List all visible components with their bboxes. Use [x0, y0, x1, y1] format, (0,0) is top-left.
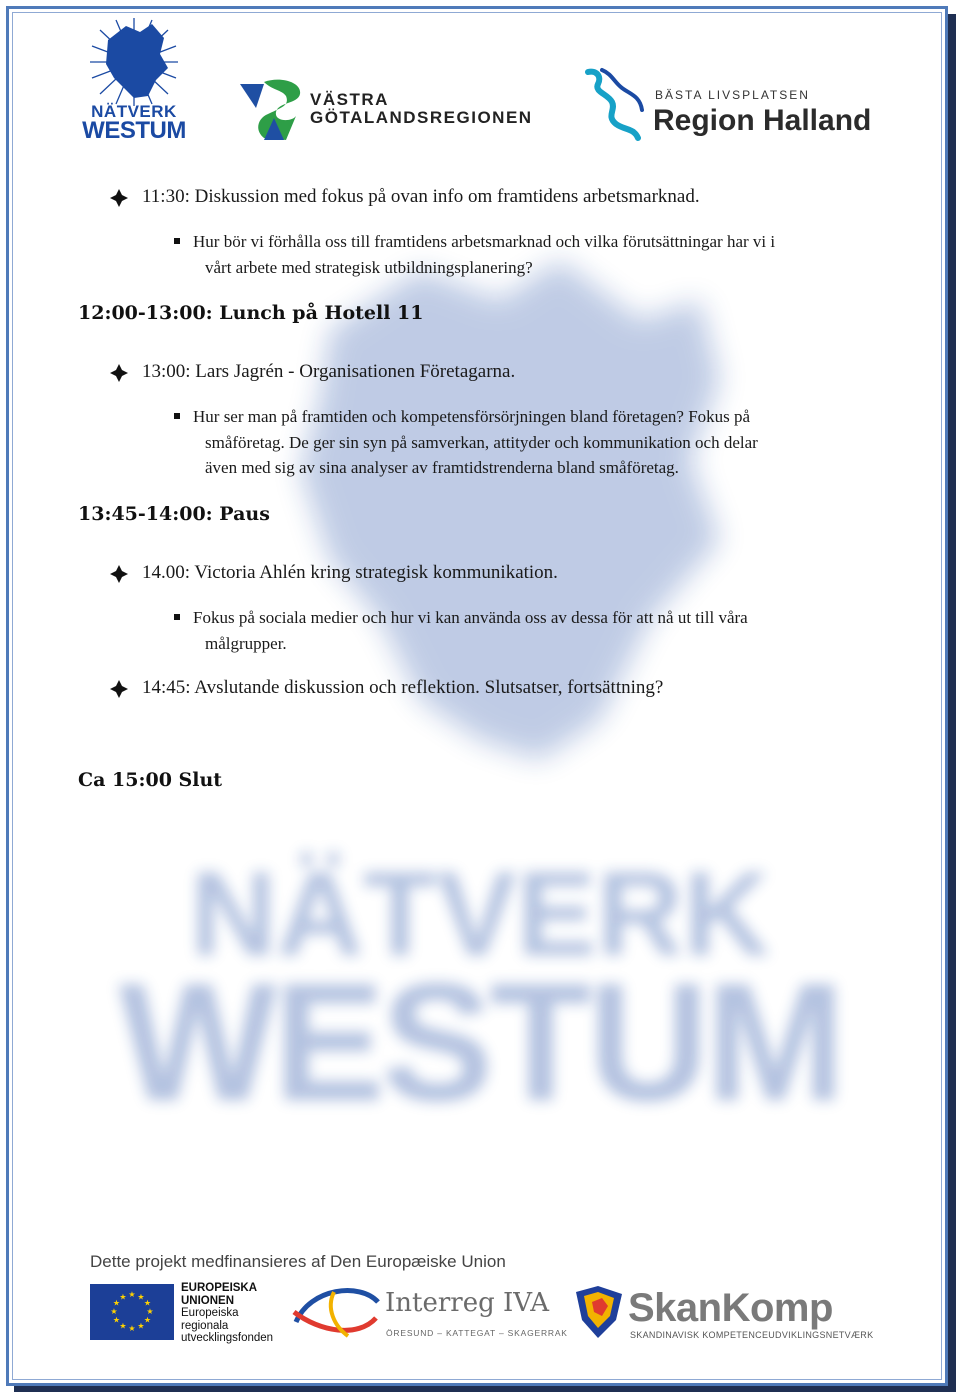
- westum-logo-line2: WESTUM: [82, 117, 186, 144]
- svg-text:★: ★: [110, 1307, 118, 1316]
- agenda-item-text: 14:45: Avslutande diskussion och reflektion. Slutsatser, fortsättning?: [142, 677, 664, 698]
- interreg-name: Interreg IVA: [385, 1288, 550, 1318]
- agenda-heading: 12:00-13:00: Lunch på Hotell 11: [78, 302, 424, 324]
- agenda-item-text: 13:00: Lars Jagrén - Organisationen Företagarna.: [142, 361, 516, 382]
- skankomp-subtitle: SKANDINAVISK KOMPETENCEUDVIKLINGSNETVÆRK: [630, 1330, 874, 1340]
- logo-region-halland: [582, 66, 882, 146]
- skankomp-name: SkanKomp: [628, 1286, 833, 1330]
- interreg-regions: ÖRESUND – KATTEGAT – SKAGERRAK: [386, 1328, 568, 1338]
- svg-text:★: ★: [112, 1298, 121, 1308]
- svg-text:★: ★: [146, 1307, 154, 1316]
- diamond-bullet-icon: [110, 565, 128, 583]
- diamond-bullet-icon: [110, 364, 128, 382]
- svg-text:★: ★: [119, 1321, 127, 1331]
- halland-tagline: BÄSTA LIVSPLATSEN: [655, 88, 810, 102]
- agenda-heading: 13:45-14:00: Paus: [78, 503, 270, 525]
- agenda-subitem-line: vårt arbete med strategisk utbildningsplanering?: [205, 257, 533, 277]
- vgr-logo-line2: GÖTALANDSREGIONEN: [310, 108, 533, 127]
- skankomp-emblem-icon: [572, 1282, 626, 1340]
- eu-text-line: EUROPEISKA: [181, 1282, 258, 1294]
- square-bullet-icon: [174, 238, 180, 244]
- svg-text:★: ★: [119, 1292, 127, 1302]
- logo-skankomp: [572, 1282, 882, 1344]
- diamond-bullet-icon: [110, 680, 128, 698]
- eu-text-line: regionala: [181, 1319, 229, 1332]
- agenda-subitem: [172, 605, 862, 656]
- agenda-item-text: 14.00: Victoria Ahlén kring strategisk kommunikation.: [142, 562, 558, 583]
- watermark-line2: WESTUM: [118, 948, 842, 1136]
- svg-text:★: ★: [128, 1324, 136, 1333]
- agenda-subitem-line: småföretag. De ger sin syn på samverkan, attityder och kommunikation och delar: [205, 432, 758, 452]
- halland-name: Region Halland: [653, 104, 872, 137]
- eu-text-line: UNIONEN: [181, 1294, 235, 1307]
- logo-vastra-gotalandsregionen: [240, 78, 540, 144]
- vgr-logo-line1: VÄSTRA: [310, 90, 389, 109]
- eu-text-line: Europeiska: [181, 1307, 239, 1319]
- svg-text:★: ★: [137, 1292, 145, 1302]
- agenda-subitem-line: målgrupper.: [205, 633, 287, 653]
- agenda-subitem-line: Hur bör vi förhålla oss till framtidens arbetsmarknad och vilka förutsättningar har vi i: [193, 232, 776, 251]
- footer-caption: Dette projekt medfinansieres af Den Europæiske Union: [90, 1252, 506, 1271]
- diamond-bullet-icon: [110, 189, 128, 207]
- agenda-heading: Ca 15:00 Slut: [78, 769, 223, 791]
- watermark-line1: NÄTVERK: [189, 847, 771, 981]
- svg-text:★: ★: [143, 1298, 152, 1308]
- agenda-subitem: [172, 229, 862, 280]
- eu-flag-icon: [90, 1284, 174, 1340]
- agenda-subitem-line: Hur ser man på framtiden och kompetensförsörjningen bland företagen? Fokus på: [193, 407, 751, 426]
- logo-interreg: [290, 1282, 568, 1342]
- halland-map-icon: [582, 66, 648, 146]
- westum-star-map-icon: [78, 18, 190, 108]
- agenda-subitem: [172, 404, 862, 481]
- svg-text:★: ★: [112, 1315, 121, 1325]
- svg-text:★: ★: [137, 1321, 145, 1331]
- agenda-subitem-line: även med sig av sina analyser av framtidstrenderna bland småföretag.: [205, 458, 679, 477]
- westum-logo-line1: NÄTVERK: [91, 102, 177, 121]
- agenda-item-text: 11:30: Diskussion med fokus på ovan info om framtidens arbetsmarknad.: [142, 186, 700, 207]
- svg-text:★: ★: [128, 1290, 136, 1299]
- interreg-swoosh-icon: [290, 1282, 382, 1342]
- vgr-emblem-icon: [240, 78, 308, 144]
- eu-text-line: utvecklingsfonden: [181, 1332, 274, 1344]
- svg-text:★: ★: [143, 1315, 152, 1325]
- square-bullet-icon: [174, 614, 180, 620]
- eu-fund-label: [181, 1282, 273, 1345]
- agenda-subitem-line: Fokus på sociala medier och hur vi kan använda oss av dessa för att nå ut till våra: [193, 608, 748, 627]
- logo-natverk-westum: [78, 18, 190, 144]
- square-bullet-icon: [174, 413, 180, 419]
